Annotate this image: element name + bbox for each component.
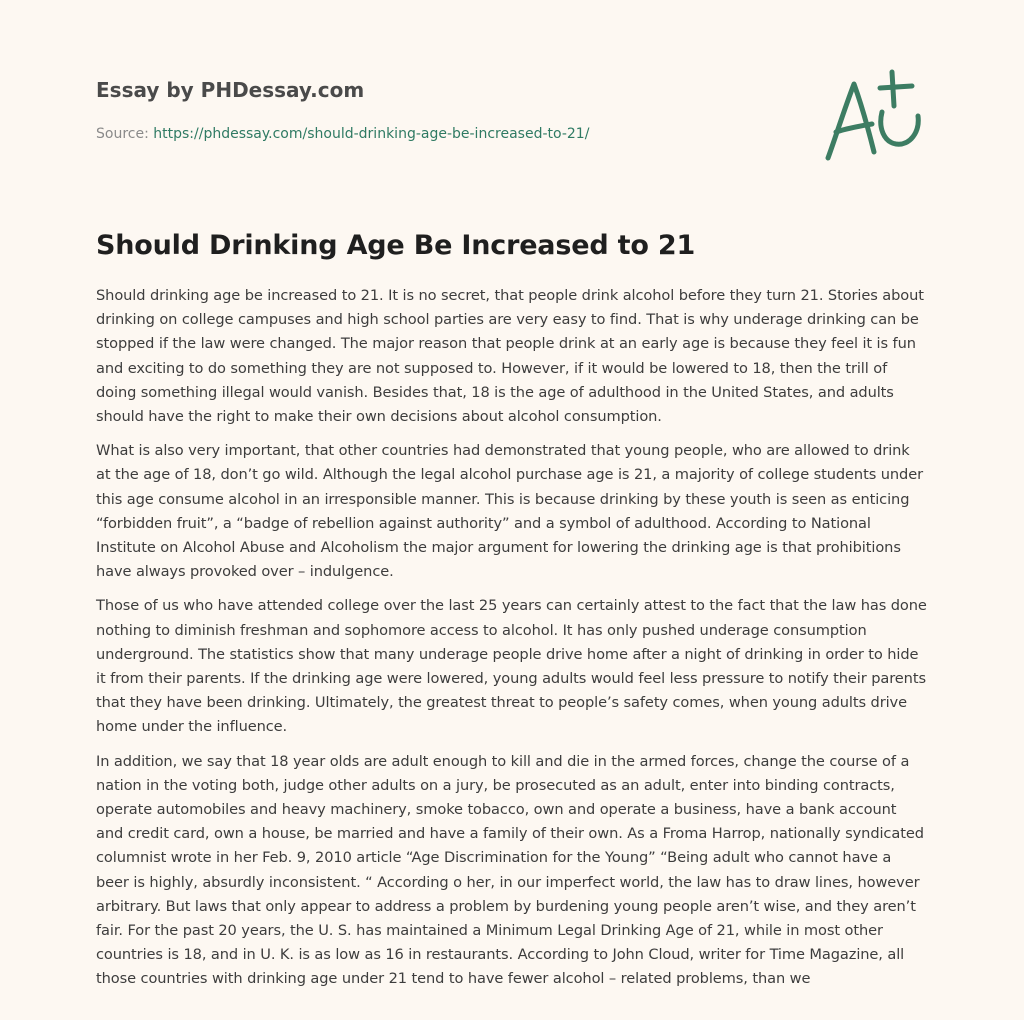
- essay-paragraph: In addition, we say that 18 year olds are adult enough to kill and die in the armed forces, change the course of a nation in the voting both, judge other adults on a jury, be prosecuted as an adult, enter into binding contracts, operate automobiles and heavy machinery, smoke tobacco, own and operate a business, have a bank account and credit card, own a house, be married and have a family of their own. As a Froma Harrop, nationally syndicated columnist wrote in her Feb. 9, 2010 article “Age Discrimination for the Young” “Being adult who cannot have a beer is highly, absurdly inconsistent. “ According o her, in our imperfect world, the law has to draw lines, however arbitrary. But laws that only appear to address a problem by burdening young people aren’t wise, and they aren’t fair. For the past 20 years, the U. S. has maintained a Minimum Legal Drinking Age of 21, while in most other countries is 18, and in U. K. is as low as 16 in restaurants. According to John Cloud, writer for Time Magazine, all those countries with drinking age under 21 tend to have fewer alcohol – related problems, than we: [96, 752, 924, 988]
- source-line: [96, 124, 796, 144]
- a-plus-logo-icon: [822, 66, 930, 166]
- essay-paragraph: Those of us who have attended college over the last 25 years can certainly attest to the fact that the law has done nothing to diminish freshman and sophomore access to alcohol. It has only pushed underage consumption underground. The statistics show that many underage people drive home after a night of drinking in order to hide it from their parents. If the drinking age were lowered, young adults would feel less pressure to notify their parents that they have been drinking. Ultimately, the greatest threat to people’s safety comes, when young adults drive home under the influence.: [96, 597, 927, 736]
- essay-paragraph: What is also very important, that other countries had demonstrated that young people, who are allowed to drink at the age of 18, don’t go wild. Although the legal alcohol purchase age is 21, a majority of college students under this age consume alcohol in an irresponsible manner. This is because drinking by these youth is seen as enticing “forbidden fruit”, a “badge of rebellion against authority” and a symbol of adulthood. According to National Institute on Alcohol Abuse and Alcoholism the major argument for lowering the drinking age is that prohibitions have always provoked over – indulgence.: [96, 442, 923, 581]
- essay-paragraph: Should drinking age be increased to 21. It is no secret, that people drink alcohol before they turn 21. Stories about drinking on college campuses and high school parties are very easy to find. That is why underage drinking can be stopped if the law were changed. The major reason that people drink at an early age is because they feel it is fun and exciting to do something they are not supposed to. However, if it would be lowered to 18, then the trill of doing something illegal would vanish. Besides that, 18 is the age of adulthood in the United States, and adults should have the right to make their own decisions about alcohol consumption.: [96, 287, 924, 426]
- essay-header: [96, 76, 796, 144]
- essay-title: Should Drinking Age Be Increased to 21: [96, 230, 696, 261]
- source-label: Source:: [96, 126, 149, 142]
- essay-body: [96, 284, 928, 1002]
- site-brand: Essay by PHDessay.com: [96, 78, 365, 102]
- source-link[interactable]: https://phdessay.com/should-drinking-age-be-increased-to-21/: [153, 126, 590, 142]
